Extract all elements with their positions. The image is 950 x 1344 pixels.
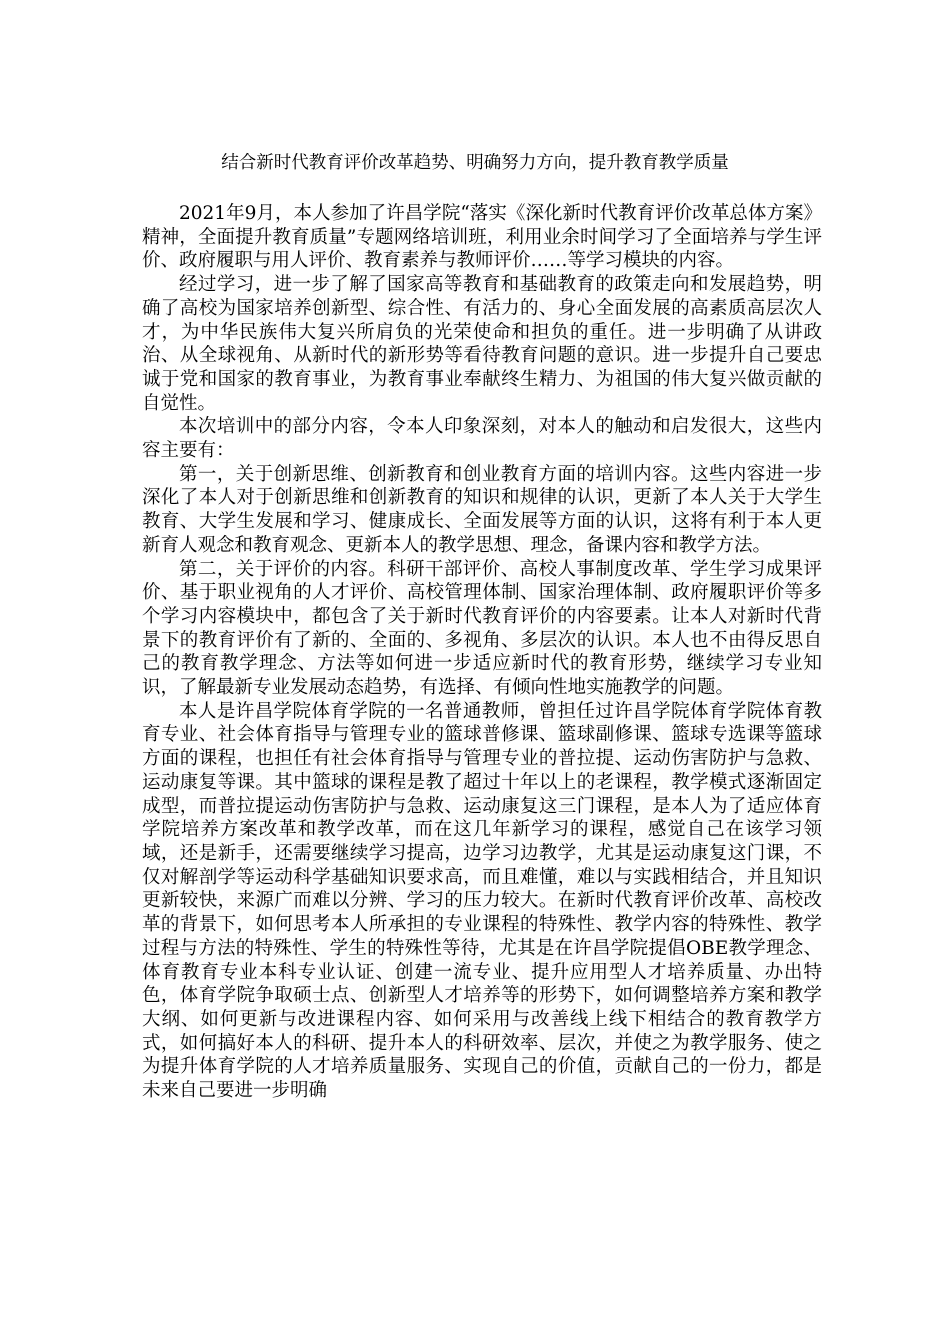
paragraph-1: 2021年9月，本人参加了许昌学院“落实《深化新时代教育评价改革总体方案》精神，全面提升教育质量”专题网络培训班，利用业余时间学习了全面培养与学生评价、政府履职与用人评价、教育素养与教师评价……等学习模块的内容。 (142, 203, 822, 272)
document-title: 结合新时代教育评价改革趋势、明确努力方向，提升教育教学质量 (221, 153, 729, 173)
paragraph-2: 经过学习，进一步了解了国家高等教育和基础教育的政策走向和发展趋势，明确了高校为国家培养创新型、综合性、有活力的、身心全面发展的高素质高层次人才，为中华民族伟大复兴所肩负的光荣使命和担负的重任。进一步明确了从讲政治、从全球视角、从新时代的新形势等看待教育问题的意识。进一步提升自己要忠诚于党和国家的教育事业，为教育事业奉献终生精力、为祖国的伟大复兴做贡献的自觉性。 (142, 274, 822, 414)
paragraph-3: 本次培训中的部分内容，令本人印象深刻，对本人的触动和启发很大，这些内容主要有： (142, 416, 822, 462)
paragraph-4: 第一，关于创新思维、创新教育和创业教育方面的培训内容。这些内容进一步深化了本人对于创新思维和创新教育的知识和规律的认识，更新了本人关于大学生教育、大学生发展和学习、健康成长、全面发展等方面的认识，这将有利于本人更新育人观念和教育观念、更新本人的教学思想、理念，备课内容和教学方法。 (142, 463, 822, 556)
paragraph-6: 本人是许昌学院体育学院的一名普通教师，曾担任过许昌学院体育学院体育教育专业、社会体育指导与管理专业的篮球普修课、篮球副修课、篮球专选课等篮球方面的课程，也担任有社会体育指导与管理专业的普拉提、运动伤害防护与急救、运动康复等课。其中篮球的课程是教了超过十年以上的老课程，教学模式逐渐固定成型，而普拉提运动伤害防护与急救、运动康复这三门课程，是本人为了适应体育学院培养方案改革和教学改革，而在这几年新学习的课程，感觉自己在该学习领域，还是新手，还需要继续学习提高，边学习边教学，尤其是运动康复这门课，不仅对解剖学等运动科学基础知识要求高，而且难懂，难以与实践相结合，并且知识更新较快，来源广而难以分辨、学习的压力较大。在新时代教育评价改革、高校改革的背景下，如何思考本人所承担的专业课程的特殊性、教学内容的特殊性、教学过程与方法的特殊性、学生的特殊性等待，尤其是在许昌学院提倡OBE教学理念、体育教育专业本科专业认证、创建一流专业、提升应用型人才培养质量、办出特色，体育学院争取硕士点、创新型人才培养等的形势下，如何调整培养方案和教学大纲、如何更新与改进课程内容、如何采用与改善线上线下相结合的教育教学方式，如何搞好本人的科研、提升本人的科研效率、层次，并使之为教学服务、使之为提升体育学院的人才培养质量服务、实现自己的价值，贡献自己的一份力，都是未来自己要进一步明确 (142, 700, 822, 1102)
document-body (142, 202, 822, 1103)
paragraph-5: 第二，关于评价的内容。科研干部评价、高校人事制度改革、学生学习成果评价、基于职业视角的人才评价、高校管理体制、国家治理体制、政府履职评价等多个学习内容模块中，都包含了关于新时代教育评价的内容要素。让本人对新时代背景下的教育评价有了新的、全面的、多视角、多层次的认识。本人也不由得反思自己的教育教学理念、方法等如何进一步适应新时代的教育形势，继续学习专业知识，了解最新专业发展动态趋势，有选择、有倾向性地实施教学的问题。 (142, 558, 822, 699)
